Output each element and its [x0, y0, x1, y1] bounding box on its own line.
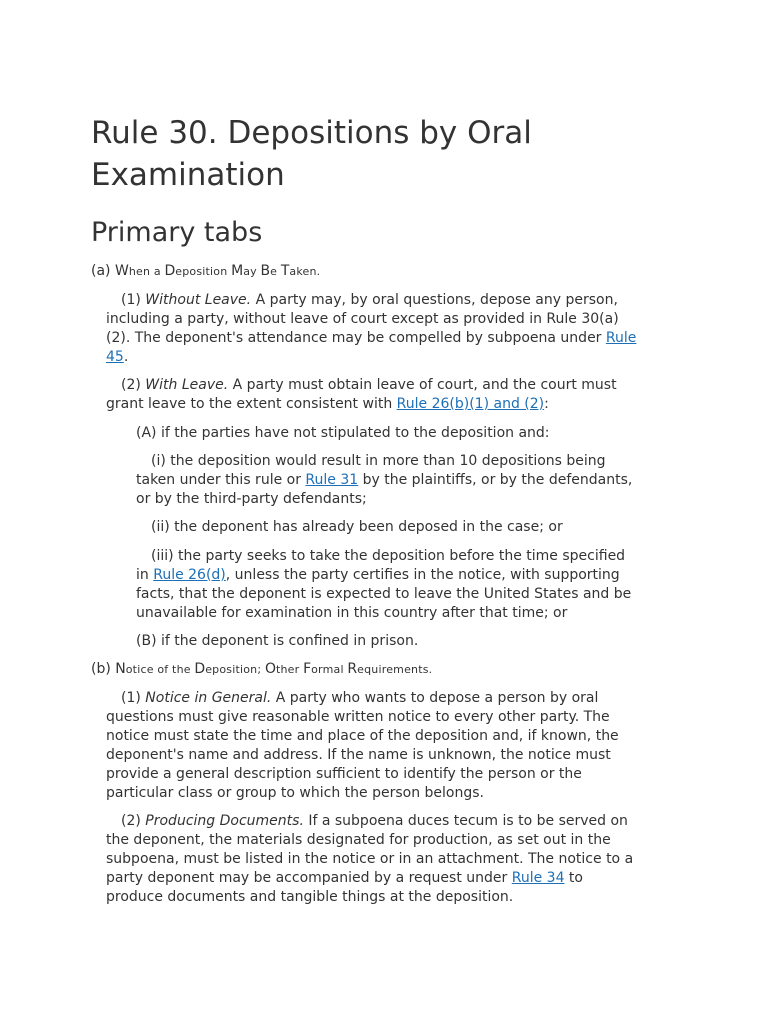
primary-tabs-heading: Primary tabs	[91, 217, 263, 248]
b1-label: Notice in General.	[145, 690, 272, 706]
rule-34-link[interactable]: Rule 34	[511, 870, 565, 886]
rule-26d-link[interactable]: Rule 26(d)	[153, 567, 226, 583]
rule-45-link-cont[interactable]: 45	[106, 349, 124, 365]
page-title: Rule 30. Depositions by Oral Examination	[91, 115, 532, 193]
b2-label: Producing Documents.	[145, 813, 304, 829]
a1-label: Without Leave.	[145, 292, 252, 308]
paragraph-a2B: (B) if the deponent is confined in prison.	[136, 633, 419, 649]
document-page: Rule 30. Depositions by Oral Examination Primary tabs (a) When a Deposition May Be Taken. (1) Without Leave. A party may, by oral questions, depose any person, including a party, without leave of court except as provided in Rule 30(a) (2). The deponent's attendance may be compelled by subpoena under Rule 45. (2) With Leave. A party must obtain leave of court, and the court must grant leave to the extent consistent with Rule 26(b)(1) and (2): (A) if the parties have not stipulated to the deposition and: (i) the deposition would result in more than 10 depositions being taken under this rule or Rule 31 by the plaintiffs, or by the defendants, or by the third-party defendants; (ii) the deponent has already been deposed in the case; or (iii) the party seeks to take the deposition before the time specified in Rule 26(d), unless the party certifies in the notice, with supporting facts, that the deponent is expected to leave the United States and be unavailable for examination in this country after that time; or (B) if the deponent is confined in prison. (b) Notice of the Deposition; Other Formal Requirements. (1) Notice in General. A party who wants to depose a person by oral questions must give reasonable written notice to every other party. The notice must state the time and place of the deposition and, if known, the deponent's name and address. If the name is unknown, the notice must provide a general description sufficient to identify the person or the particular class or group to which the person belongs. (2) Producing Documents. If a subpoena duces tecum is to be served on the deponent, the materials designated for production, as set out in the subpoena, must be listed in the notice or in an attachment. The notice to a party deponent may be accompanied by a request under Rule 34 to produce documents and tangible things at the deposition.	[0, 0, 768, 1024]
paragraph-a2A: (A) if the parties have not stipulated to the deposition and:	[136, 425, 550, 441]
rule-45-link[interactable]: Rule	[605, 330, 637, 346]
rule-31-link[interactable]: Rule 31	[305, 472, 359, 488]
rule-26b-link[interactable]: Rule 26(b)(1) and (2)	[396, 396, 545, 412]
a2-label: With Leave.	[145, 377, 229, 393]
section-a-heading: (a) When a Deposition May Be Taken.	[91, 263, 321, 279]
section-b-heading: (b) Notice of the Deposition; Other Formal Requirements.	[91, 661, 433, 677]
paragraph-a2Aii: (ii) the deponent has already been deposed in the case; or	[151, 519, 563, 535]
